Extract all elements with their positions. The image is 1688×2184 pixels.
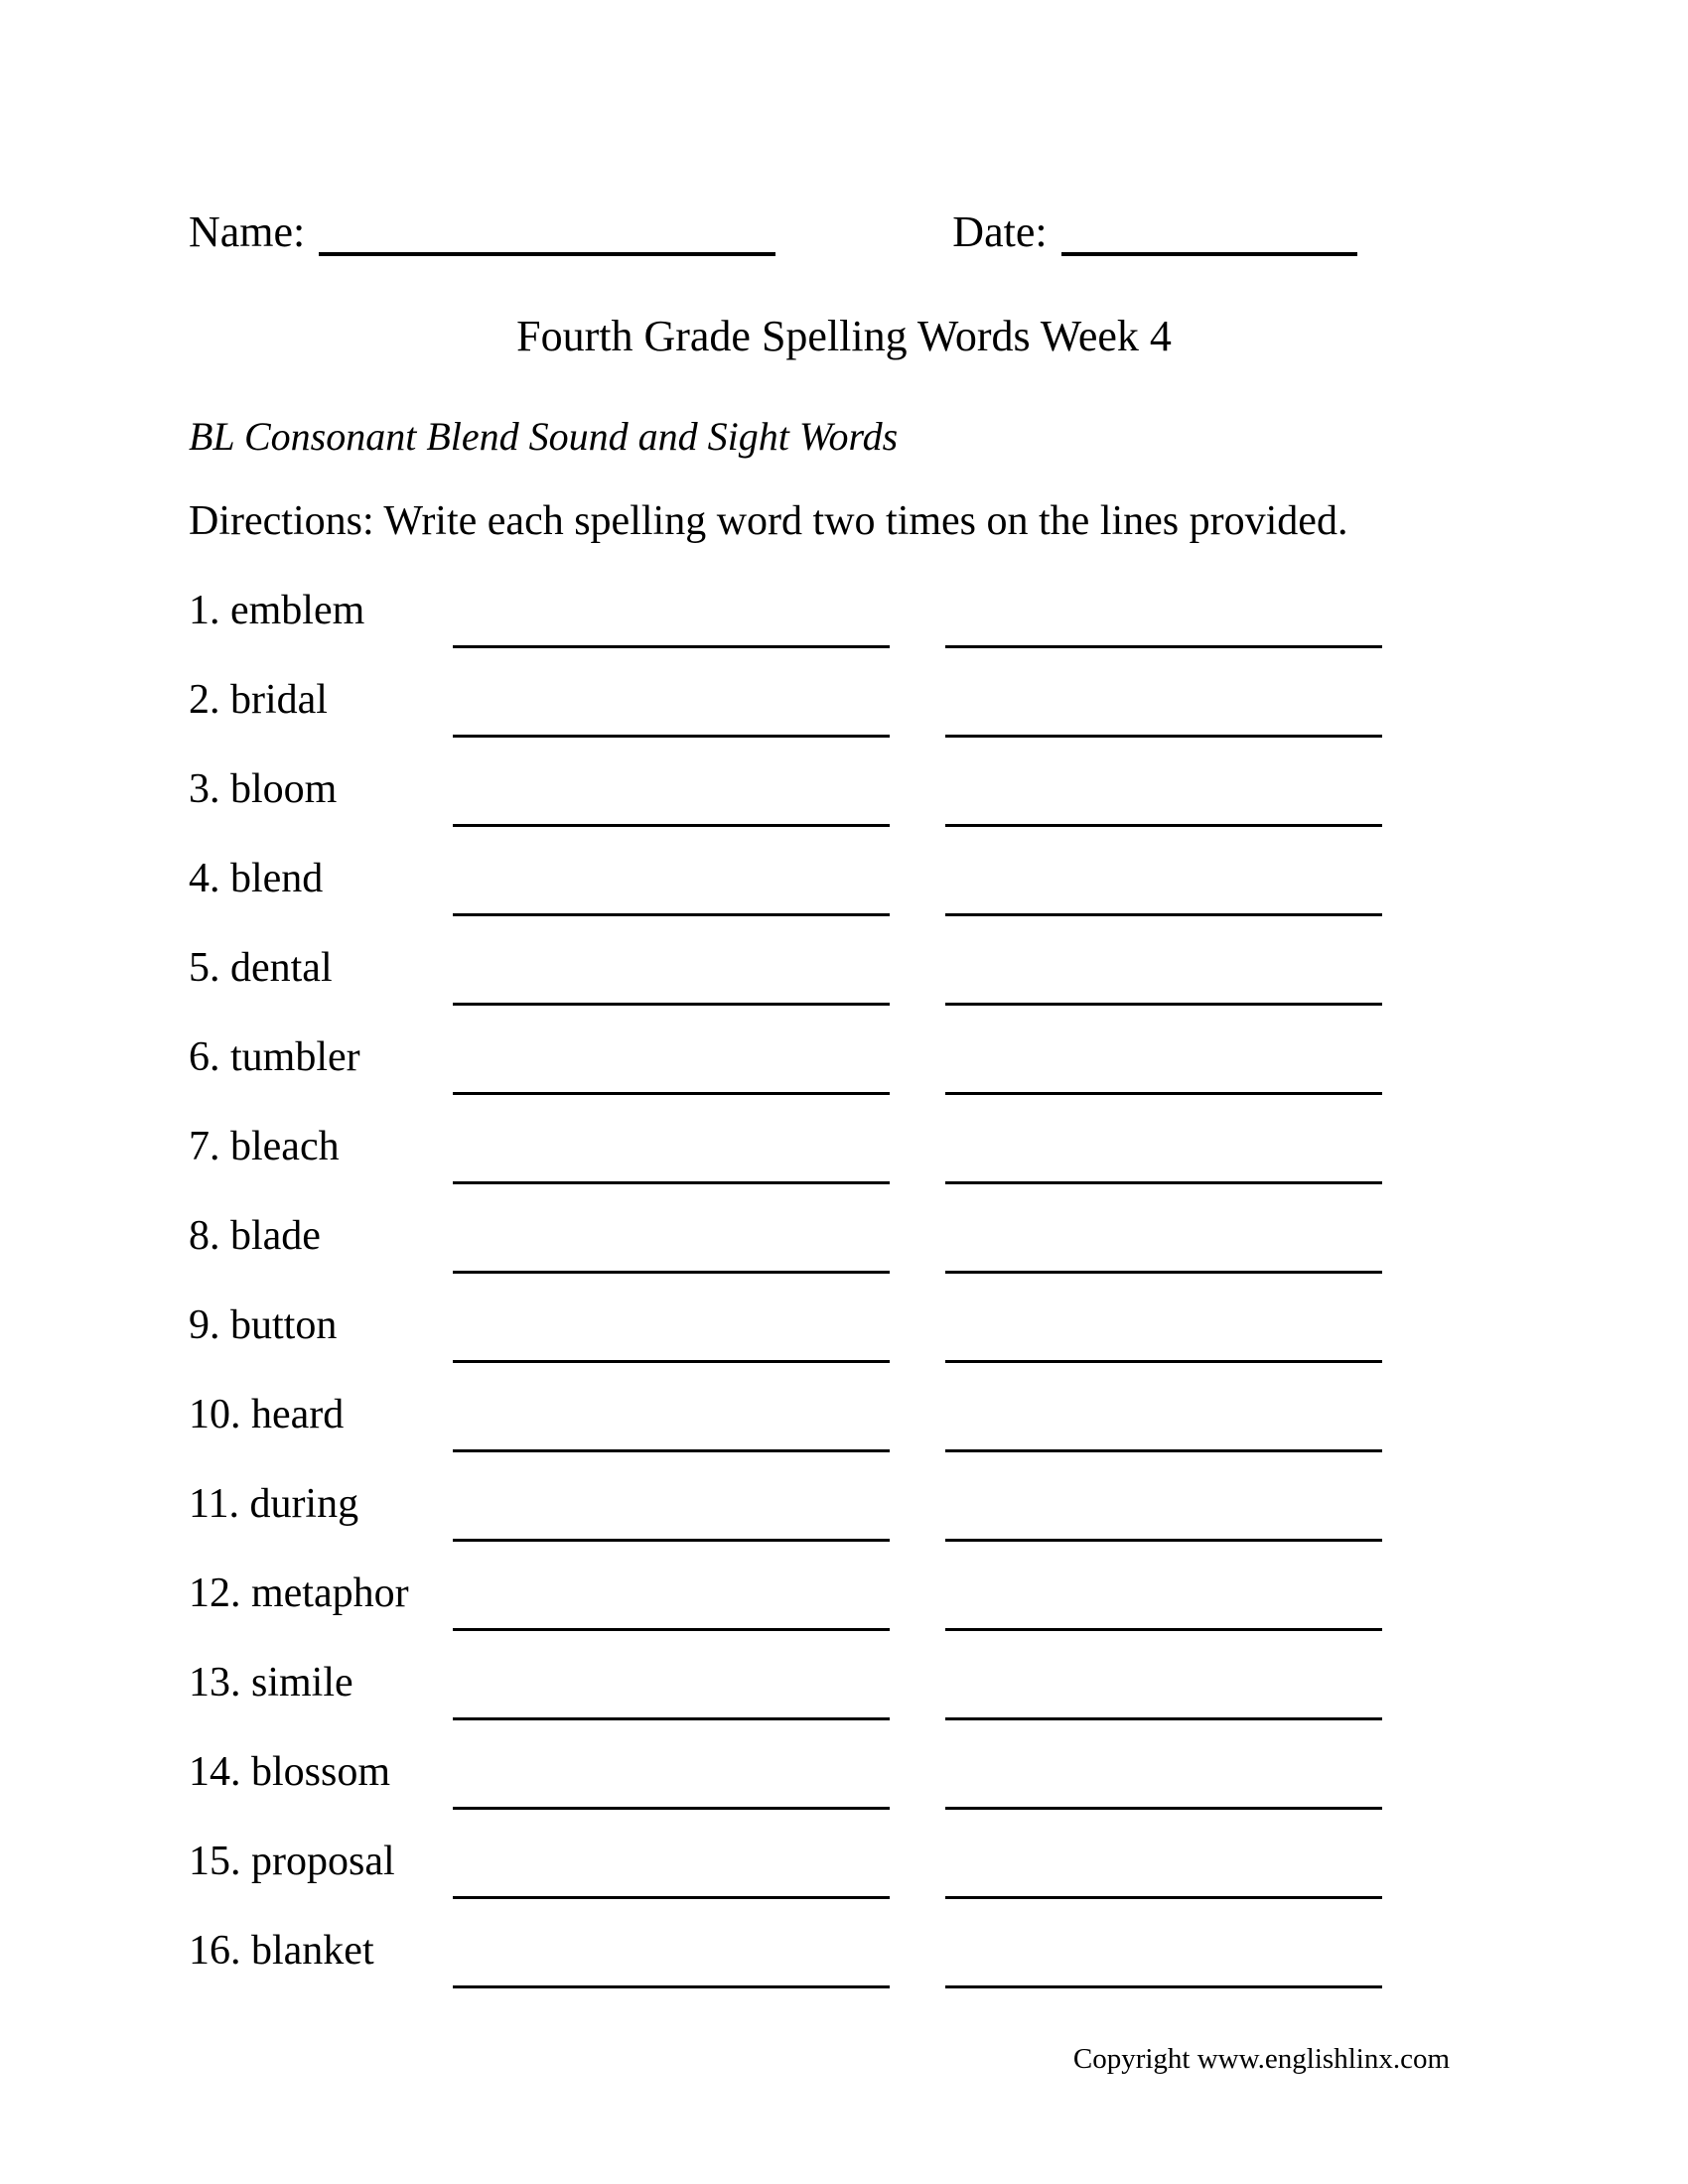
word-row (189, 571, 1382, 660)
practice-line-1 (453, 1985, 890, 1988)
practice-line-1 (453, 913, 890, 916)
word-label: 14. blossom (189, 1749, 391, 1795)
practice-line-2 (945, 645, 1382, 648)
header-row (0, 0, 1688, 257)
word-label: 7. bleach (189, 1124, 340, 1169)
copyright-text: Copyright www.englishlinx.com (1072, 2043, 1450, 2075)
word-list (189, 571, 1382, 2000)
word-label: 4. blend (189, 856, 324, 901)
word-row (189, 1107, 1382, 1196)
word-label: 13. simile (189, 1660, 353, 1706)
word-label: 5. dental (189, 945, 333, 991)
word-row (189, 1196, 1382, 1286)
word-label: 3. bloom (189, 766, 338, 812)
practice-line-2 (945, 1092, 1382, 1095)
word-label: 16. blanket (189, 1928, 374, 1974)
name-label: Name: (189, 207, 306, 256)
word-row (189, 839, 1382, 928)
word-label: 15. proposal (189, 1839, 395, 1884)
practice-line-2 (945, 1181, 1382, 1184)
practice-line-1 (453, 1271, 890, 1274)
practice-line-2 (945, 1449, 1382, 1452)
practice-line-2 (945, 1271, 1382, 1274)
practice-line-1 (453, 1717, 890, 1720)
word-row (189, 1375, 1382, 1464)
practice-line-2 (945, 824, 1382, 827)
practice-line-2 (945, 1896, 1382, 1899)
word-label: 11. during (189, 1481, 359, 1527)
word-label: 6. tumbler (189, 1034, 360, 1080)
page-title: Fourth Grade Spelling Words Week 4 (516, 312, 1172, 360)
word-label: 8. blade (189, 1213, 321, 1259)
word-row (189, 928, 1382, 1018)
practice-line-2 (945, 1717, 1382, 1720)
practice-line-2 (945, 735, 1382, 738)
practice-line-1 (453, 1003, 890, 1006)
practice-line-1 (453, 735, 890, 738)
practice-line-2 (945, 1628, 1382, 1631)
practice-line-2 (945, 913, 1382, 916)
practice-line-1 (453, 1449, 890, 1452)
word-row (189, 1554, 1382, 1643)
practice-line-1 (453, 645, 890, 648)
date-blank-line (1061, 252, 1357, 256)
practice-line-1 (453, 824, 890, 827)
practice-line-2 (945, 1539, 1382, 1542)
directions-text: Directions: Write each spelling word two times on the lines provided. (189, 498, 1348, 544)
practice-line-2 (945, 1360, 1382, 1363)
practice-line-2 (945, 1985, 1382, 1988)
word-label: 2. bridal (189, 677, 328, 723)
word-row (189, 1018, 1382, 1107)
word-label: 9. button (189, 1302, 338, 1348)
practice-line-1 (453, 1539, 890, 1542)
practice-line-1 (453, 1092, 890, 1095)
word-row (189, 1732, 1382, 1822)
name-blank-line (319, 252, 775, 256)
lesson-subtitle: BL Consonant Blend Sound and Sight Words (189, 414, 899, 459)
practice-line-1 (453, 1360, 890, 1363)
practice-line-1 (453, 1896, 890, 1899)
practice-line-1 (453, 1628, 890, 1631)
word-row (189, 660, 1382, 750)
practice-line-2 (945, 1003, 1382, 1006)
word-row (189, 1911, 1382, 2000)
word-row (189, 1643, 1382, 1732)
word-row (189, 1822, 1382, 1911)
date-label: Date: (952, 207, 1048, 256)
word-label: 10. heard (189, 1392, 345, 1437)
practice-line-1 (453, 1807, 890, 1810)
word-label: 12. metaphor (189, 1570, 409, 1616)
word-row (189, 1464, 1382, 1554)
word-row (189, 1286, 1382, 1375)
word-row (189, 750, 1382, 839)
practice-line-1 (453, 1181, 890, 1184)
word-label: 1. emblem (189, 588, 365, 633)
practice-line-2 (945, 1807, 1382, 1810)
